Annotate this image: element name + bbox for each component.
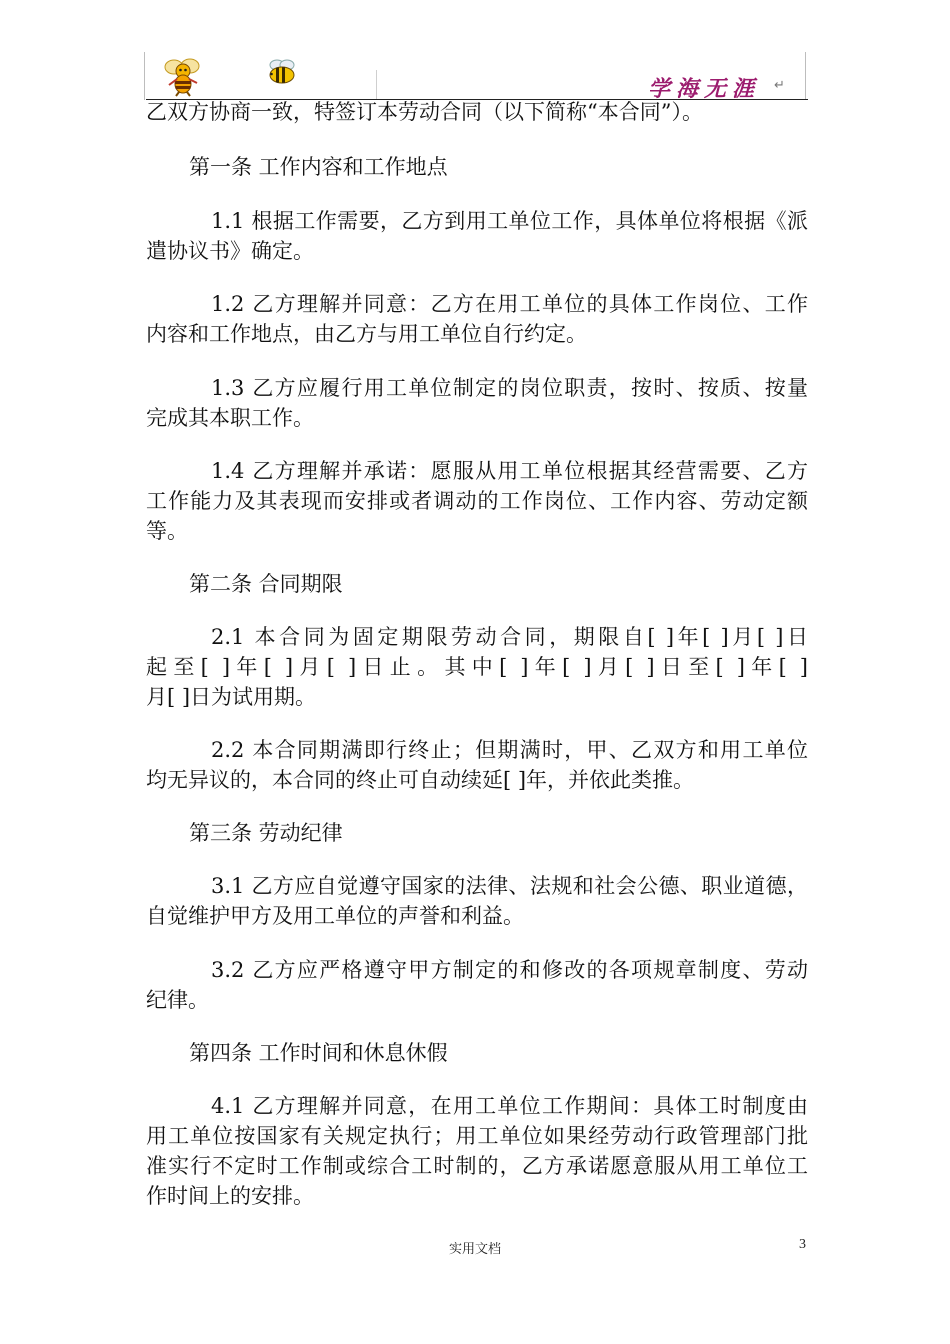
body-line: 1.3 乙方应履行用工单位制定的岗位职责，按时、按质、按量: [211, 376, 808, 400]
body-line: 工作能力及其表现而安排或者调动的工作岗位、工作内容、劳动定额: [146, 489, 808, 513]
body-line: 均无异议的，本合同的终止可自动续延[ ]年，并依此类推。: [146, 768, 695, 792]
body-line: 1.2 乙方理解并同意：乙方在用工单位的具体工作岗位、工作: [211, 292, 808, 316]
body-line: 遣协议书》确定。: [146, 239, 314, 263]
body-line: 完成其本职工作。: [146, 406, 314, 430]
body-line: 起至[ ]年[ ]月[ ]日止。其中[ ]年[ ]月[ ]日至[ ]年[ ]: [146, 655, 808, 679]
body-line: 用工单位按国家有关规定执行；用工单位如果经劳动行政管理部门批: [146, 1124, 808, 1148]
body-line: 内容和工作地点，由乙方与用工单位自行约定。: [146, 322, 587, 346]
body-line: 1.4 乙方理解并承诺：愿服从用工单位根据其经营需要、乙方: [211, 459, 808, 483]
footer-label: 实用文档: [448, 1242, 501, 1257]
section-heading: 第一条 工作内容和工作地点: [189, 155, 448, 179]
header-right-rule: [805, 52, 806, 100]
body-line: 2.2 本合同期满即行终止；但期满时，甲、乙双方和用工单位: [211, 738, 808, 762]
body-line: 3.1 乙方应自觉遵守国家的法律、法规和社会公德、职业道德，: [211, 874, 808, 898]
body-line: 自觉维护甲方及用工单位的声誉和利益。: [146, 904, 524, 928]
body-line: 4.1 乙方理解并同意，在用工单位工作期间：具体工时制度由: [211, 1094, 808, 1118]
body-line: 2.1 本合同为固定期限劳动合同，期限自[ ]年[ ]月[ ]日: [211, 625, 808, 649]
page-number: 3: [799, 1237, 806, 1252]
body-line: 作时间上的安排。: [146, 1184, 314, 1208]
paragraph-mark: ↵: [774, 78, 785, 93]
body-line: 乙双方协商一致，特签订本劳动合同（以下简称“本合同”）。: [146, 100, 703, 124]
section-heading: 第二条 合同期限: [189, 572, 343, 596]
body-line: 1.1 根据工作需要，乙方到用工单位工作，具体单位将根据《派: [211, 209, 808, 233]
header-mid-rule: [376, 70, 377, 100]
bee-mascot-icon: [160, 55, 206, 97]
brand-logo-text: 学海无涯: [648, 76, 761, 102]
bee-small-icon: [263, 58, 301, 86]
body-line: 纪律。: [146, 988, 209, 1012]
section-heading: 第四条 工作时间和休息休假: [189, 1041, 448, 1065]
body-line: 月[ ]日为试用期。: [146, 685, 317, 709]
body-line: 3.2 乙方应严格遵守甲方制定的和修改的各项规章制度、劳动: [211, 958, 808, 982]
header-left-rule: [144, 52, 145, 100]
body-line: 等。: [146, 519, 188, 543]
body-line: 准实行不定时工作制或综合工时制的，乙方承诺愿意服从用工单位工: [146, 1154, 808, 1178]
section-heading: 第三条 劳动纪律: [189, 821, 343, 845]
